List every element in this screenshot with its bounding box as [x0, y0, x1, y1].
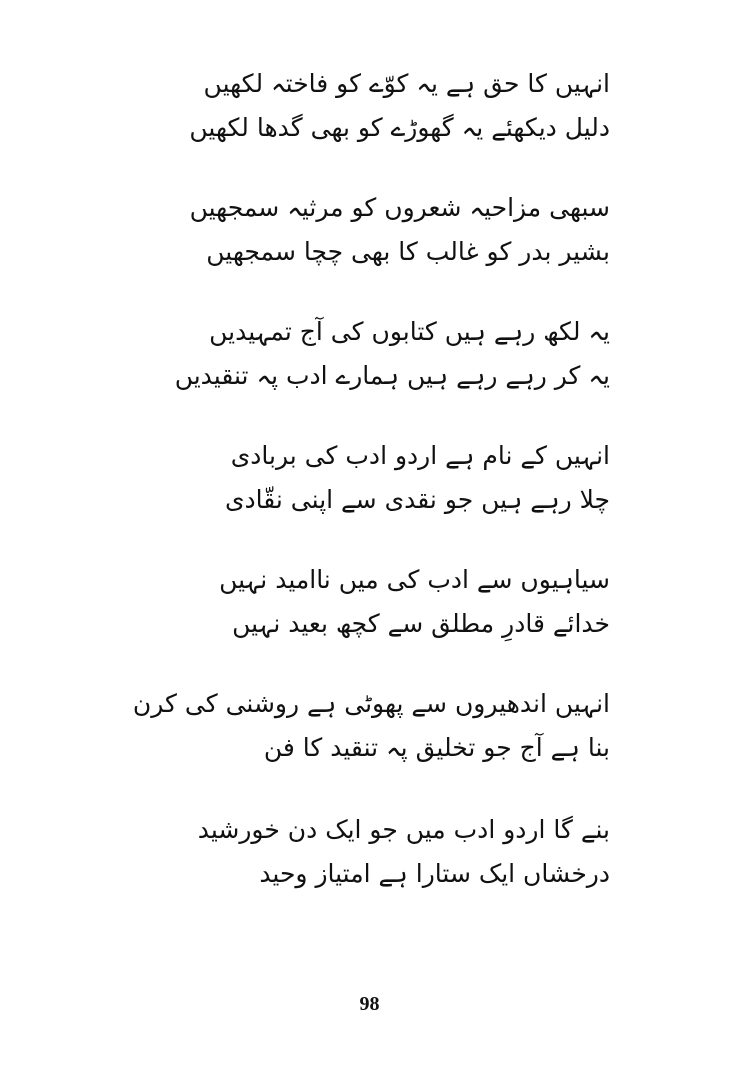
poem [132, 62, 610, 932]
verse-line: دلیل دیکھئے یہ گھوڑے کو بھی گدھا لکھیں [189, 113, 610, 142]
stanza [180, 186, 610, 310]
stanza [180, 62, 610, 186]
verse-line: خدائے قادرِ مطلق سے کچھ بعید نہیں [232, 609, 610, 638]
verse-line: انہیں اندھیروں سے پھوٹی ہے روشنی کی کرن [132, 689, 610, 718]
verse-line: سیاہیوں سے ادب کی میں ناامید نہیں [219, 565, 610, 594]
verse-line: یہ کر رہے رہے ہیں ہمارے ادب پہ تنقیدیں [174, 361, 610, 390]
stanza [180, 558, 610, 682]
verse-line: بنا ہے آج جو تخلیق پہ تنقید کا فن [263, 733, 610, 762]
stanza [174, 310, 610, 434]
stanza [180, 808, 610, 932]
page-number: 98 [359, 993, 380, 1015]
verse-line: یہ لکھ رہے ہیں کتابوں کی آج تمہیدیں [209, 317, 610, 346]
stanza [180, 434, 610, 558]
verse-line: چلا رہے ہیں جو نقدی سے اپنی نقّادی [224, 485, 610, 514]
verse-line: انہیں کے نام ہے اردو ادب کی بربادی [230, 441, 610, 470]
stanza [132, 682, 610, 806]
verse-line: انہیں کا حق ہے یہ کوّے کو فاختہ لکھیں [203, 69, 610, 98]
verse-line: درخشاں ایک ستارا ہے امتیاز وحید [259, 859, 610, 888]
verse-line: سبھی مزاحیہ شعروں کو مرثیہ سمجھیں [189, 193, 610, 222]
verse-line: بنے گا اردو ادب میں جو ایک دن خورشید [197, 815, 610, 844]
verse-line: بشیر بدر کو غالب کا بھی چچا سمجھیں [206, 237, 610, 266]
